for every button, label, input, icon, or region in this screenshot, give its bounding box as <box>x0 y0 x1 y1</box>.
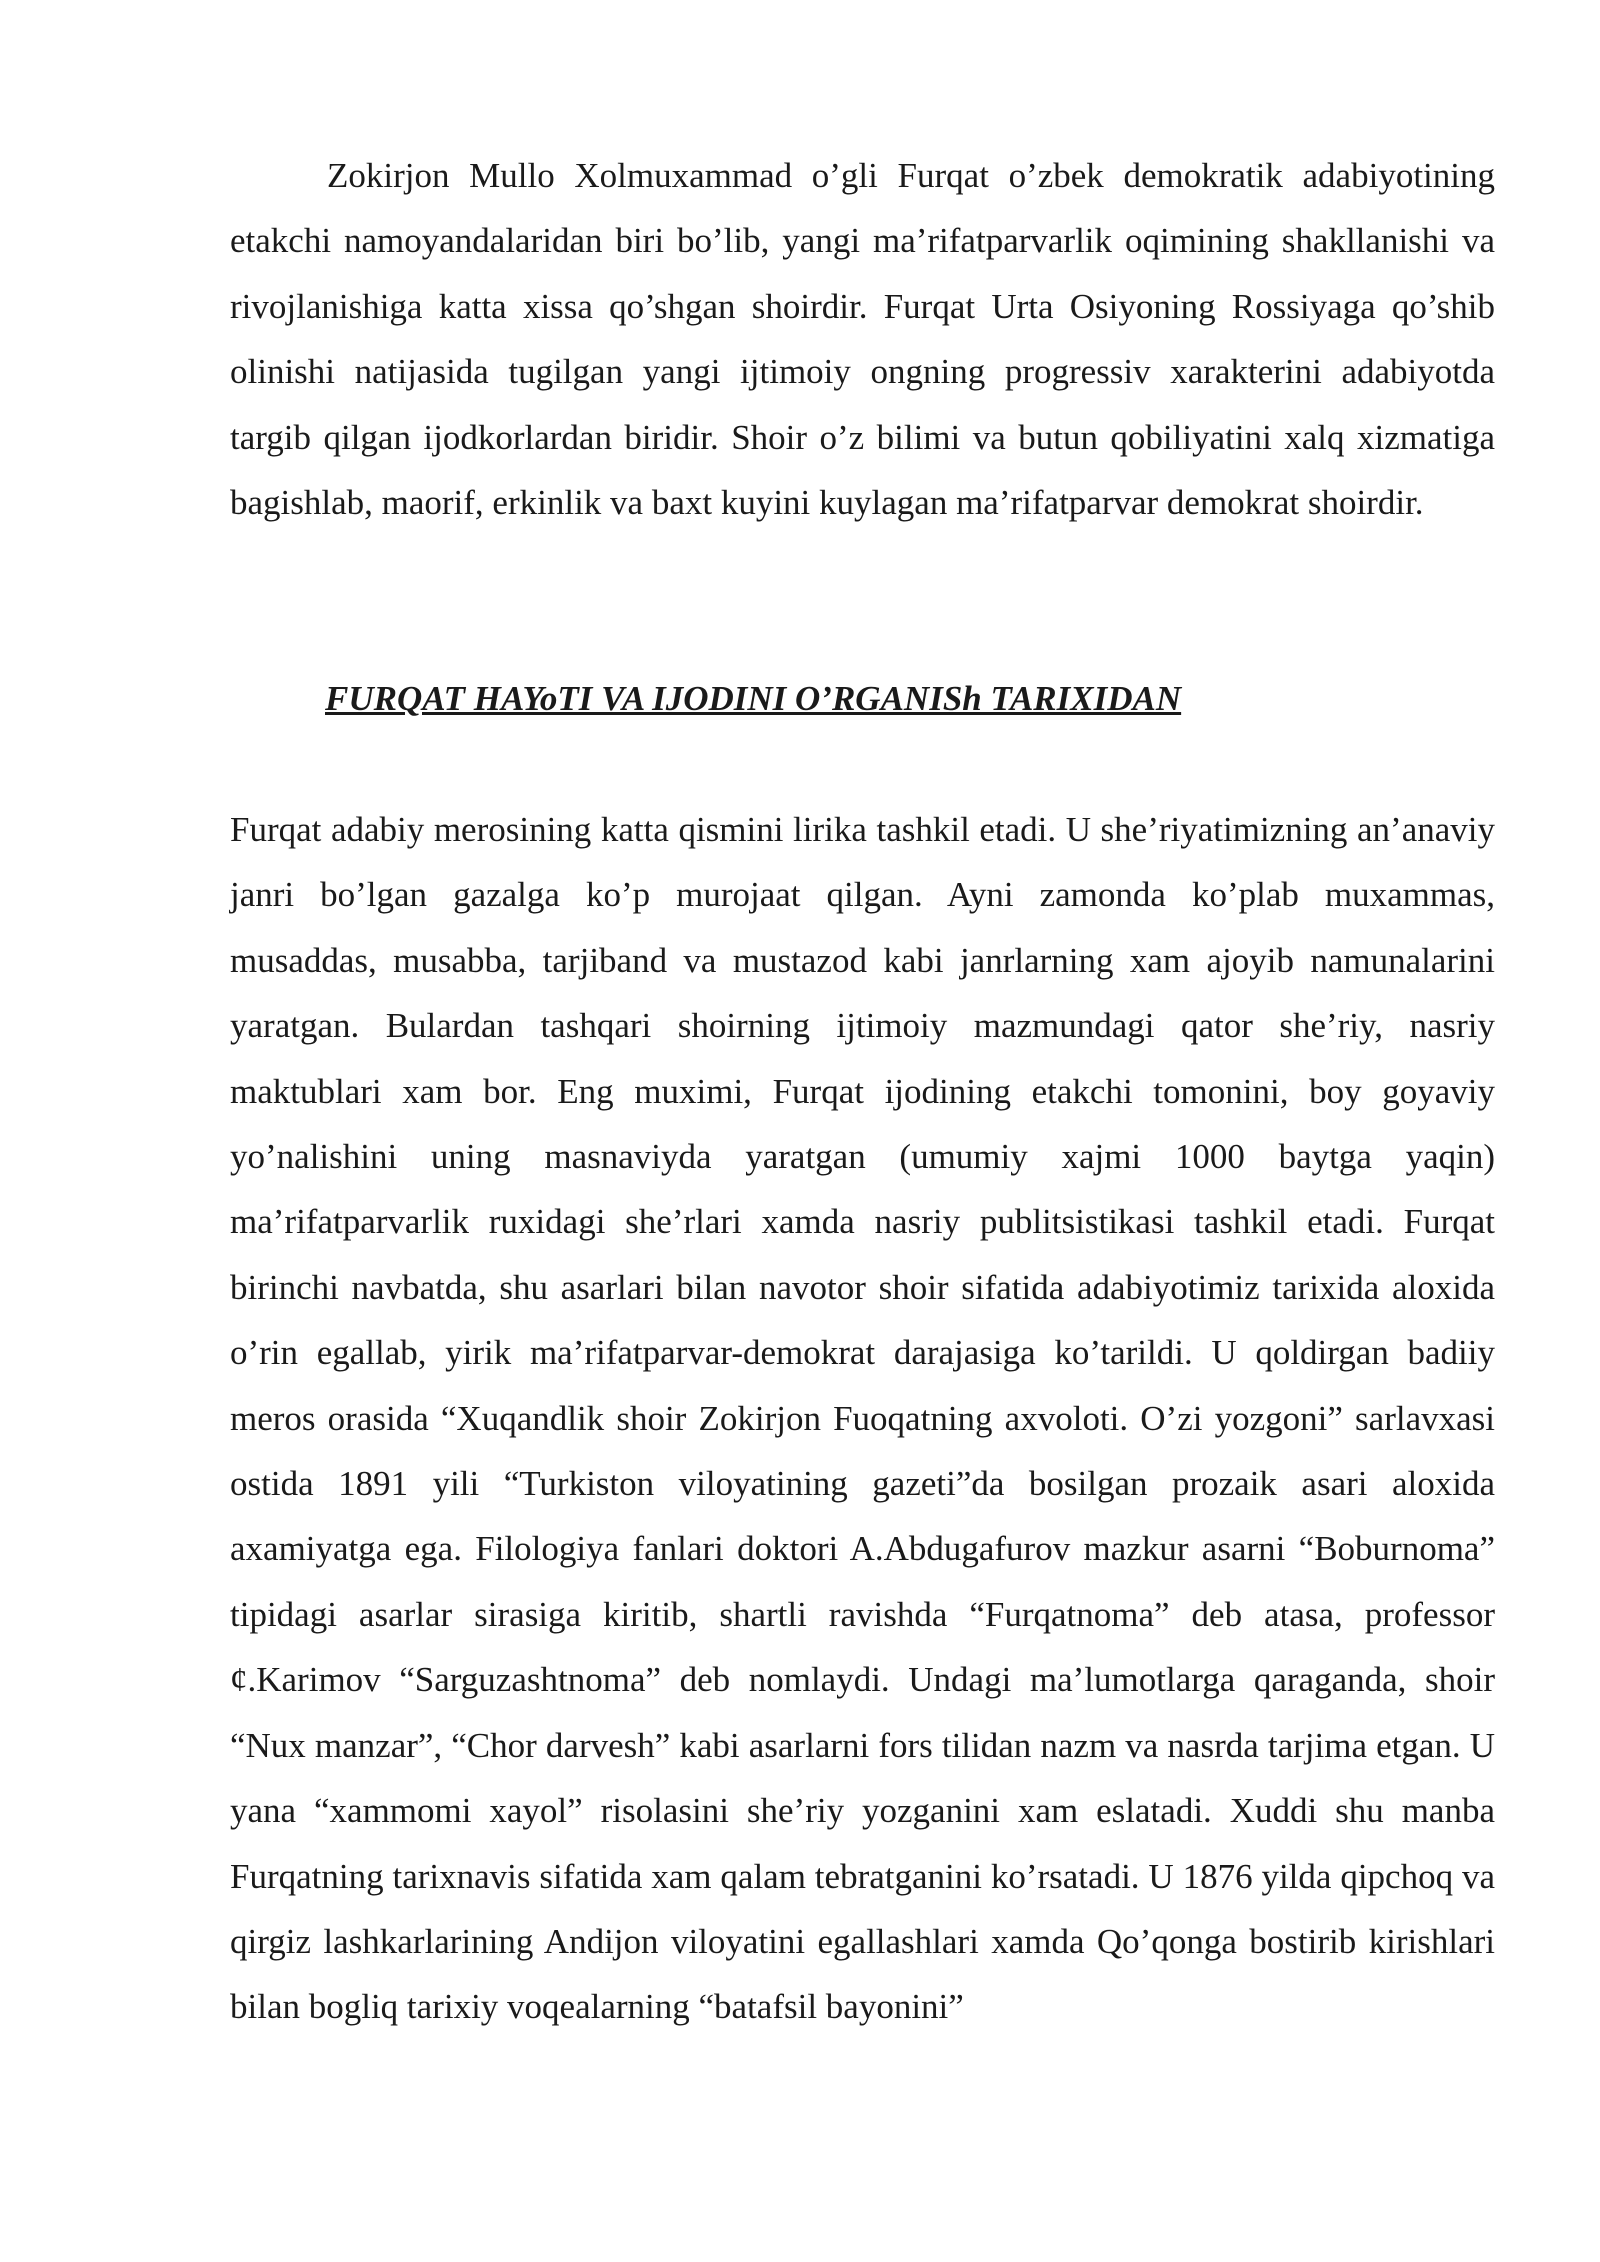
body-paragraph: Furqat adabiy merosining katta qismini lirika tashkil etadi. U she’riyatimizning an’anaviy janri bo’lgan gazalga ko’p murojaat qilgan. Ayni zamonda ko’plab muxammas, musaddas, musabba, tarjiband va mustazod kabi janrlarning xam ajoyib namunalarini yaratgan. Bulardan tashqari shoirning ijtimoiy mazmundagi qator she’riy, nasriy maktublari xam bor. Eng muximi, Furqat ijodining etakchi tomonini, boy goyaviy yo’nalishini uning masnaviyda yaratgan (umumiy xajmi 1000 baytga yaqin) ma’rifatparvarlik ruxidagi she’rlari xamda nasriy publitsistikasi tashkil etadi. Furqat birinchi navbatda, shu asarlari bilan navotor shoir sifatida adabiyotimiz tarixida aloxida o’rin egallab, yirik ma’rifatparvar-demokrat darajasiga ko’tarildi. U qoldirgan badiiy meros orasida “Xuqandlik shoir Zokirjon Fuoqatning axvoloti. O’zi yozgoni” sarlavxasi ostida 1891 yili “Turkiston viloyatining gazeti”da bosilgan prozaik asari aloxida axamiyatga ega. Filologiya fanlari doktori A.Abdugafurov mazkur asarni “Boburnoma” tipidagi asarlar sirasiga kiritib, shartli ravishda “Furqatnoma” deb atasa, professor ¢.Karimov “Sarguzashtnoma” deb nomlaydi. Undagi ma’lumotlarga qaraganda, shoir “Nux manzar”, “Chor darvesh” kabi asarlarni fors tilidan nazm va nasrda tarjima etgan. U yana “xammomi xayol” risolasini she’riy yozganini xam eslatadi. Xuddi shu manba Furqatning tarixnavis sifatida xam qalam tebratganini ko’rsatadi. U 1876 yilda qipchoq va qirgiz lashkarlarining Andijon viloyatini egallashlari xamda Qo’qonga bostirib kirishlari bilan bogliq tarixiy voqealarning “batafsil bayonini” <box>230 810 1495 2027</box>
section-heading: FURQAT HAYoTI VA IJODINI O’RGANISh TARIXIDAN <box>325 679 1182 718</box>
intro-paragraph: Zokirjon Mullo Xolmuxammad o’gli Furqat o’zbek demokratik adabiyotining etakchi namoyandalaridan biri bo’lib, yangi ma’rifatparvarlik oqimining shakllanishi va rivojlanishiga katta xissa qo’shgan shoirdir. Furqat Urta Osiyoning Rossiyaga qo’shib olinishi natijasida tugilgan yangi ijtimoiy ongning progressiv xarakterini adabiyotda targib qilgan ijodkorlardan biridir. Shoir o’z bilimi va butun qobiliyatini xalq xizmatiga bagishlab, maorif, erkinlik va baxt kuyini kuylagan ma’rifatparvar demokrat shoirdir. <box>230 156 1495 523</box>
